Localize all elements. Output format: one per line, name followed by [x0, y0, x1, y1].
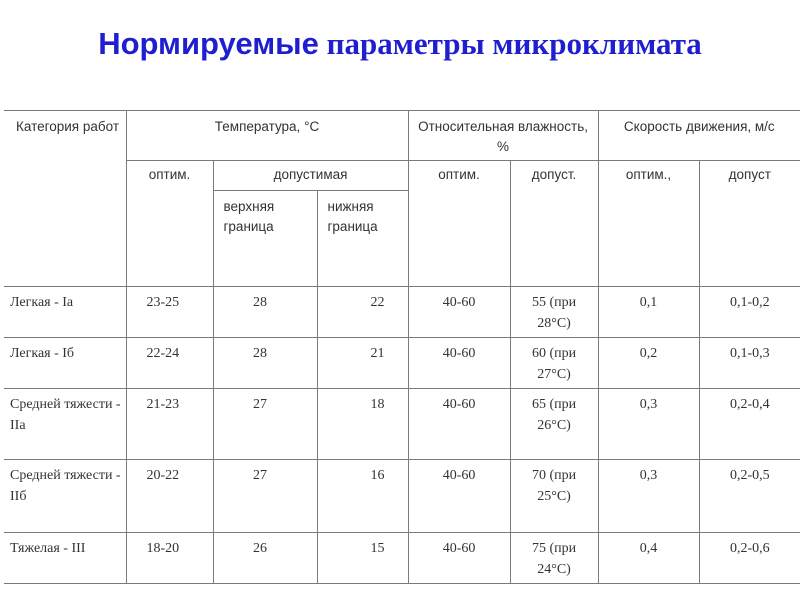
cell-temp-optimal: 23-25: [126, 287, 213, 338]
header-temp-upper: верхняя граница: [213, 191, 317, 287]
header-temp-optimal: оптим.: [126, 161, 213, 287]
table-row: [4, 533, 800, 584]
cell-speed-optimal: 0,4: [598, 533, 699, 584]
cell-speed-permissible: 0,1-0,2: [699, 287, 800, 338]
table-row: [4, 338, 800, 389]
cell-category: Легкая - Ia: [4, 287, 126, 338]
cell-temp-upper: 28: [213, 338, 317, 389]
table-row: [4, 460, 800, 533]
cell-hum-optimal: 40-60: [408, 389, 510, 460]
cell-hum-optimal: 40-60: [408, 338, 510, 389]
page-title: [0, 26, 800, 62]
cell-temp-upper: 27: [213, 389, 317, 460]
cell-speed-optimal: 0,1: [598, 287, 699, 338]
cell-speed-permissible: 0,2-0,4: [699, 389, 800, 460]
header-humidity: Относительная влажность, %: [408, 111, 598, 161]
header-speed: Скорость движения, м/с: [598, 111, 800, 161]
cell-hum-optimal: 40-60: [408, 533, 510, 584]
cell-hum-permissible: 70 (при 25°С): [510, 460, 598, 533]
cell-speed-permissible: 0,2-0,6: [699, 533, 800, 584]
header-hum-optimal: оптим.: [408, 161, 510, 287]
cell-hum-permissible: 75 (при 24°С): [510, 533, 598, 584]
cell-category: Легкая - Iб: [4, 338, 126, 389]
cell-temp-optimal: 18-20: [126, 533, 213, 584]
cell-temp-lower: 15: [317, 533, 408, 584]
cell-temp-lower: 16: [317, 460, 408, 533]
cell-temp-lower: 18: [317, 389, 408, 460]
cell-temp-upper: 28: [213, 287, 317, 338]
cell-hum-permissible: 65 (при 26°С): [510, 389, 598, 460]
cell-temp-lower: 21: [317, 338, 408, 389]
cell-speed-optimal: 0,3: [598, 460, 699, 533]
cell-speed-permissible: 0,2-0,5: [699, 460, 800, 533]
cell-category: Средней тяжести - IIб: [4, 460, 126, 533]
cell-hum-permissible: 60 (при 27°С): [510, 338, 598, 389]
title-part-2: параметры микроклимата: [318, 26, 702, 61]
header-temp-lower: нижняя граница: [317, 191, 408, 287]
table-row: [4, 287, 800, 338]
cell-category: Тяжелая - III: [4, 533, 126, 584]
header-hum-permissible: допуст.: [510, 161, 598, 287]
cell-temp-optimal: 21-23: [126, 389, 213, 460]
header-temperature: Температура, °С: [126, 111, 408, 161]
microclimate-table: [4, 110, 800, 584]
cell-category: Средней тяжести - IIа: [4, 389, 126, 460]
cell-hum-optimal: 40-60: [408, 287, 510, 338]
cell-temp-upper: 26: [213, 533, 317, 584]
cell-temp-optimal: 20-22: [126, 460, 213, 533]
cell-temp-upper: 27: [213, 460, 317, 533]
cell-speed-permissible: 0,1-0,3: [699, 338, 800, 389]
title-part-1: Нормируемые: [98, 26, 319, 61]
cell-speed-optimal: 0,3: [598, 389, 699, 460]
cell-temp-lower: 22: [317, 287, 408, 338]
cell-temp-optimal: 22-24: [126, 338, 213, 389]
table-row: [4, 389, 800, 460]
header-speed-optimal: оптим.,: [598, 161, 699, 287]
header-category: Категория работ: [4, 111, 126, 287]
cell-hum-permissible: 55 (при 28°С): [510, 287, 598, 338]
header-speed-permissible: допуст: [699, 161, 800, 287]
header-temp-permissible: допустимая: [213, 161, 408, 191]
cell-speed-optimal: 0,2: [598, 338, 699, 389]
cell-hum-optimal: 40-60: [408, 460, 510, 533]
